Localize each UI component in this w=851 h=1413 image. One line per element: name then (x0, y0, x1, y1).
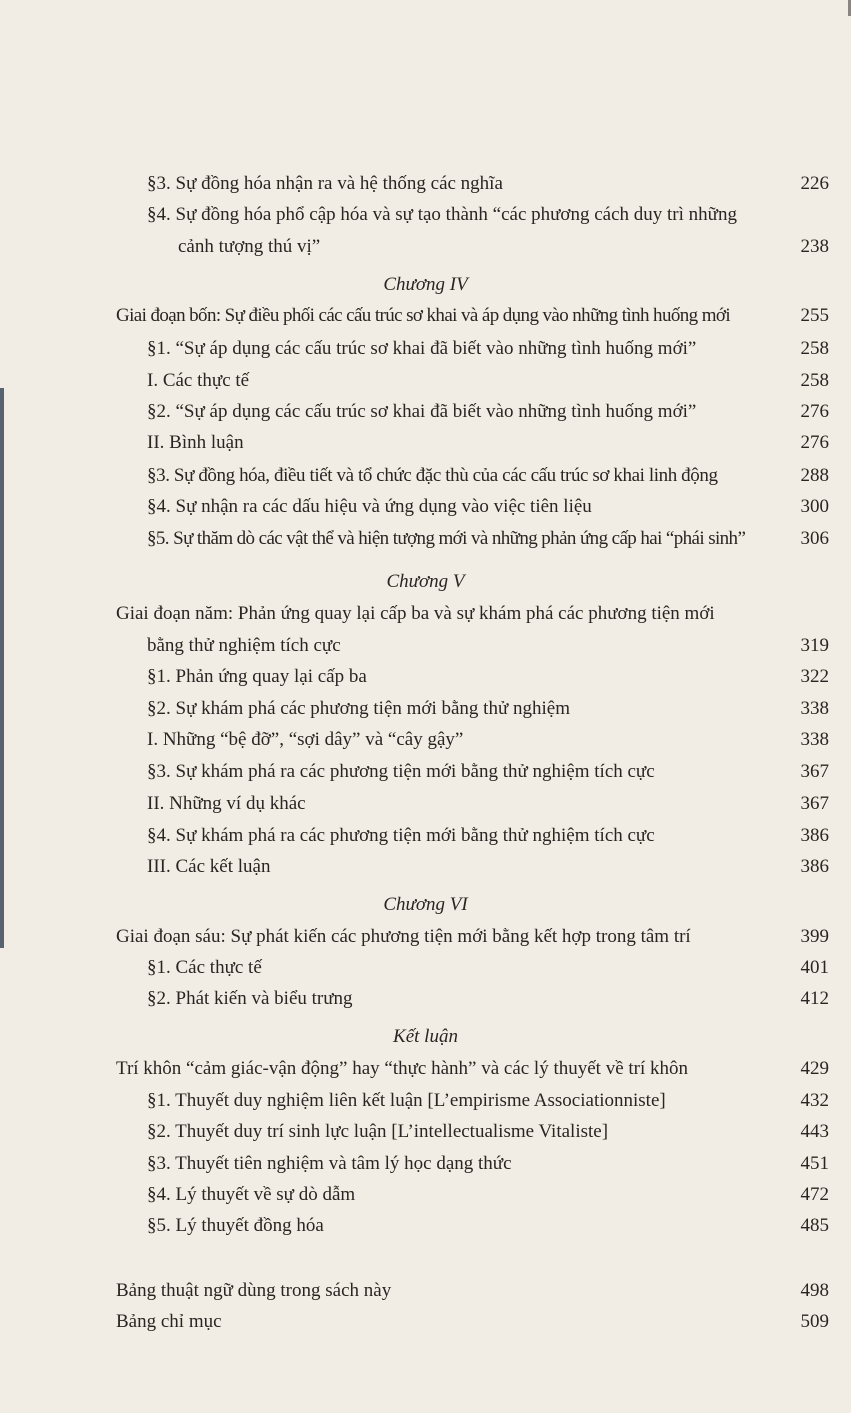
toc-entry-title: §1. “Sự áp dụng các cấu trúc sơ khai đã biết vào những tình huống mới” (147, 338, 697, 359)
toc-entry[interactable] (0, 789, 851, 819)
toc-entry-page: 276 (800, 401, 829, 422)
toc-entry-page: 226 (800, 173, 829, 194)
chapter-heading: Chương IV (383, 274, 468, 295)
toc-entry[interactable] (0, 694, 851, 724)
toc-entry-title: Giai đoạn sáu: Sự phát kiến các phương tiện mới bằng kết hợp trong tâm trí (116, 926, 691, 947)
toc-entry[interactable] (0, 599, 851, 629)
toc-entry-title: I. Những “bệ đỡ”, “sợi dây” và “cây gậy” (147, 729, 464, 750)
toc-entry-title: Trí khôn “cảm giác-vận động” hay “thực hành” và các lý thuyết về trí khôn (116, 1058, 689, 1079)
toc-entry-title: §3. Sự khám phá ra các phương tiện mới bằng thử nghiệm tích cực (147, 761, 655, 782)
toc-entry[interactable] (0, 169, 851, 199)
chapter-heading: Kết luận (393, 1026, 458, 1047)
toc-entry[interactable] (0, 366, 851, 396)
toc-entry[interactable] (0, 1276, 851, 1306)
toc-entry[interactable] (0, 852, 851, 882)
toc-entry-title: Giai đoạn năm: Phản ứng quay lại cấp ba và sự khám phá các phương tiện mới (116, 603, 715, 624)
toc-entry-title: III. Các kết luận (147, 856, 271, 877)
toc-entry-page: 399 (800, 926, 829, 947)
toc-entry[interactable] (0, 461, 851, 491)
toc-entry[interactable] (0, 492, 851, 522)
toc-entry-page: 338 (800, 729, 829, 750)
toc-entry-page: 498 (800, 1280, 829, 1301)
toc-entry-page: 443 (800, 1121, 829, 1142)
toc-entry-title: §2. Sự khám phá các phương tiện mới bằng thử nghiệm (147, 698, 571, 719)
toc-entry[interactable] (0, 1180, 851, 1210)
chapter-heading: Chương V (386, 571, 465, 592)
toc-entry-page: 258 (800, 338, 829, 359)
toc-entry-page: 412 (800, 988, 829, 1009)
toc-entry[interactable] (0, 953, 851, 983)
toc-entry-title: §3. Sự đồng hóa, điều tiết và tổ chức đặc thù của các cấu trúc sơ khai linh động (147, 465, 718, 486)
toc-entry[interactable] (0, 200, 851, 230)
toc-entry[interactable] (0, 1117, 851, 1147)
toc-entry[interactable] (0, 397, 851, 427)
toc-entry-title: §5. Lý thuyết đồng hóa (147, 1215, 324, 1236)
toc-entry-title: cảnh tượng thú vị” (178, 236, 321, 257)
toc-entry[interactable] (0, 631, 851, 661)
toc-entry-page: 258 (800, 370, 829, 391)
toc-entry-title: bằng thử nghiệm tích cực (147, 635, 341, 656)
toc-entry-title: Bảng chỉ mục (116, 1311, 222, 1332)
toc-entry-title: §4. Sự nhận ra các dấu hiệu và ứng dụng vào việc tiên liệu (147, 496, 592, 517)
toc-entry-page: 432 (800, 1090, 829, 1111)
toc-entry[interactable] (0, 725, 851, 755)
toc-entry[interactable] (0, 662, 851, 692)
toc-entry-page: 288 (800, 465, 829, 486)
toc-entry-title: §5. Sự thăm dò các vật thể và hiện tượng mới và những phản ứng cấp hai “phái sinh” (147, 528, 746, 549)
toc-entry-title: II. Bình luận (147, 432, 244, 453)
toc-entry[interactable] (0, 1211, 851, 1241)
toc-entry-page: 472 (800, 1184, 829, 1205)
toc-entry[interactable] (0, 428, 851, 458)
toc-entry-page: 238 (800, 236, 829, 257)
toc-entry-page: 386 (800, 856, 829, 877)
toc-entry-title: Giai đoạn bốn: Sự điều phối các cấu trúc sơ khai và áp dụng vào những tình huống mới (116, 305, 730, 326)
toc-entry-title: §4. Lý thuyết về sự dò dẫm (147, 1184, 356, 1205)
toc-entry-title: I. Các thực tế (147, 370, 250, 391)
toc-entry[interactable] (0, 301, 851, 331)
toc-entry-page: 367 (800, 793, 829, 814)
toc-entry-page: 451 (800, 1153, 829, 1174)
toc-entry[interactable] (0, 1307, 851, 1337)
toc-entry-page: 401 (800, 957, 829, 978)
toc-entry-page: 306 (800, 528, 829, 549)
chapter-heading: Chương VI (383, 894, 468, 915)
toc-entry[interactable] (0, 334, 851, 364)
toc-entry[interactable] (0, 1054, 851, 1084)
toc-entry-page: 386 (800, 825, 829, 846)
toc-entry-page: 276 (800, 432, 829, 453)
toc-entry-page: 255 (800, 305, 829, 326)
toc-entry[interactable] (0, 232, 851, 262)
toc-entry-page: 300 (800, 496, 829, 517)
toc-entry-page: 509 (800, 1311, 829, 1332)
toc-entry-title: §2. Phát kiến và biểu trưng (147, 988, 353, 1009)
toc-entry[interactable] (0, 922, 851, 952)
toc-entry-title: §2. “Sự áp dụng các cấu trúc sơ khai đã biết vào những tình huống mới” (147, 401, 697, 422)
toc-entry-title: §3. Sự đồng hóa nhận ra và hệ thống các nghĩa (147, 173, 503, 194)
toc-entry-page: 429 (800, 1058, 829, 1079)
toc-entry-page: 319 (800, 635, 829, 656)
toc-entry-title: §3. Thuyết tiên nghiệm và tâm lý học dạng thức (147, 1153, 512, 1174)
toc-entry-page: 485 (800, 1215, 829, 1236)
toc-entry-title: §1. Thuyết duy nghiệm liên kết luận [L’empirisme Associationniste] (147, 1090, 666, 1111)
toc-entry-title: §2. Thuyết duy trí sinh lực luận [L’intellectualisme Vitaliste] (147, 1121, 609, 1142)
toc-entry-page: 367 (800, 761, 829, 782)
toc-entry[interactable] (0, 524, 851, 554)
toc-entry[interactable] (0, 1086, 851, 1116)
toc-entry[interactable] (0, 984, 851, 1014)
toc-entry[interactable] (0, 757, 851, 787)
toc-entry-title: §1. Phản ứng quay lại cấp ba (147, 666, 367, 687)
toc-entry-title: §4. Sự đồng hóa phổ cập hóa và sự tạo thành “các phương cách duy trì những (147, 204, 737, 225)
toc-entry-title: §4. Sự khám phá ra các phương tiện mới bằng thử nghiệm tích cực (147, 825, 655, 846)
toc-entry-title: §1. Các thực tế (147, 957, 262, 978)
toc-entry-page: 338 (800, 698, 829, 719)
toc-entry[interactable] (0, 821, 851, 851)
toc-entry-title: Bảng thuật ngữ dùng trong sách này (116, 1280, 392, 1301)
toc-entry[interactable] (0, 1149, 851, 1179)
toc-entry-page: 322 (800, 666, 829, 687)
toc-entry-title: II. Những ví dụ khác (147, 793, 306, 814)
